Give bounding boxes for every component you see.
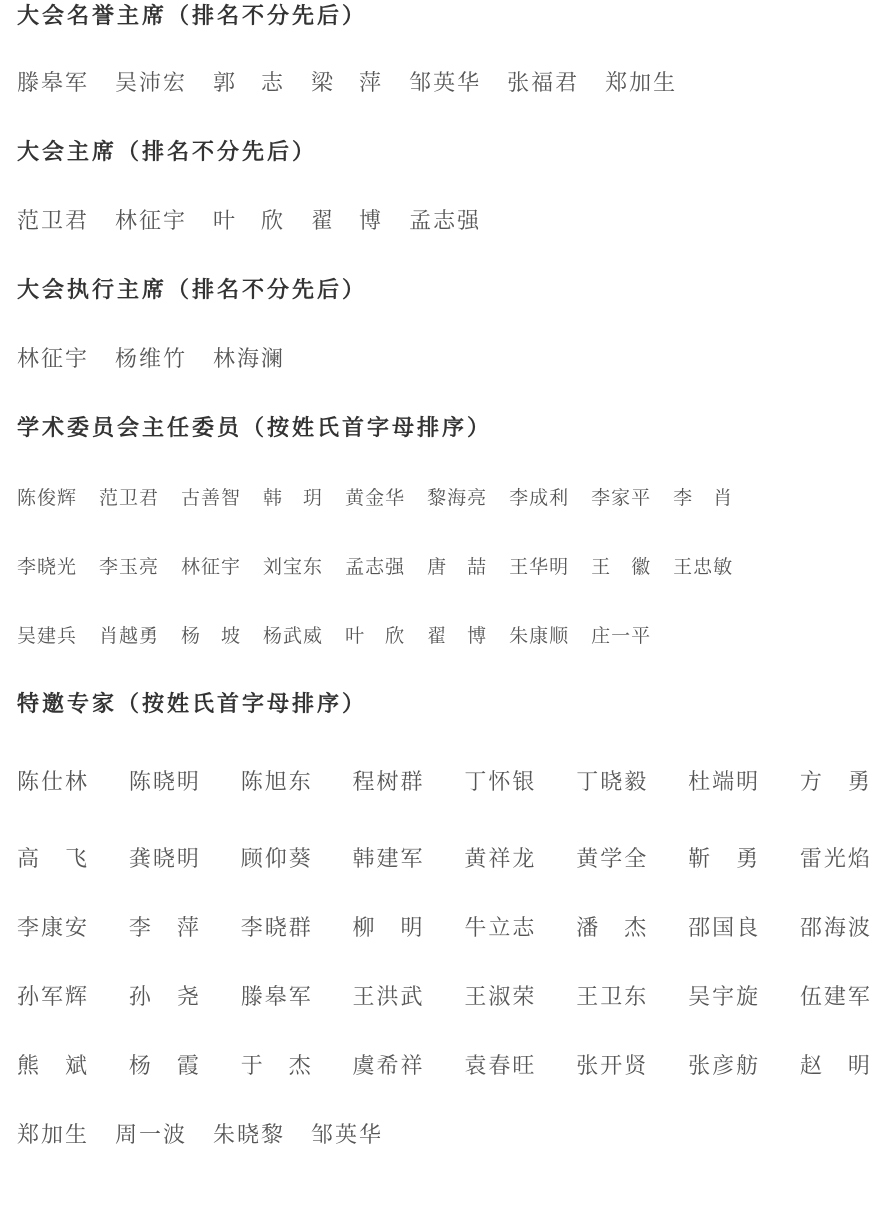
person-name: 李康安 <box>17 916 90 941</box>
person-name: 方 勇 <box>799 770 872 795</box>
person-name: 李晓光 <box>17 556 78 578</box>
person-name: 周一波 <box>115 1123 188 1148</box>
person-name: 杨 坡 <box>181 625 242 647</box>
person-name: 林征宇 <box>181 556 242 578</box>
person-name: 王卫东 <box>576 985 649 1010</box>
person-name: 李玉亮 <box>99 556 160 578</box>
person-name: 郑加生 <box>17 1123 90 1148</box>
person-name: 肖越勇 <box>99 625 160 647</box>
person-name: 于 杰 <box>240 1054 313 1079</box>
person-name: 柳 明 <box>352 916 425 941</box>
name-row <box>17 845 872 875</box>
name-row <box>17 345 311 375</box>
person-name: 孙 尧 <box>128 985 201 1010</box>
person-name: 李家平 <box>591 487 652 509</box>
person-name: 杨维竹 <box>115 347 188 372</box>
person-name: 熊 斌 <box>17 1054 90 1079</box>
person-name: 林海澜 <box>213 347 286 372</box>
person-name: 林征宇 <box>17 347 90 372</box>
person-name: 王洪武 <box>352 985 425 1010</box>
person-name: 雷光焰 <box>799 847 872 872</box>
name-row <box>17 1052 872 1082</box>
person-name: 唐 喆 <box>427 556 488 578</box>
person-name: 黄金华 <box>345 487 406 509</box>
person-name: 伍建军 <box>799 985 872 1010</box>
person-name: 高 飞 <box>17 847 90 872</box>
person-name: 丁晓毅 <box>576 770 649 795</box>
person-name: 叶 欣 <box>345 625 406 647</box>
person-name: 陈晓明 <box>128 770 201 795</box>
person-name: 王华明 <box>509 556 570 578</box>
person-name: 龚晓明 <box>128 847 201 872</box>
name-row <box>17 484 755 512</box>
section-title-chairs: 大会主席（排名不分先后） <box>17 140 318 165</box>
person-name: 靳 勇 <box>688 847 761 872</box>
person-name: 丁怀银 <box>464 770 537 795</box>
name-row <box>17 983 872 1013</box>
name-row <box>17 207 507 237</box>
person-name: 范卫君 <box>17 209 90 234</box>
person-name: 陈俊辉 <box>17 487 78 509</box>
person-name: 翟 博 <box>311 209 384 234</box>
person-name: 邵海波 <box>799 916 872 941</box>
person-name: 程树群 <box>352 770 425 795</box>
person-name: 郭 志 <box>213 71 286 96</box>
section-title-academic-committee: 学术委员会主任委员（按姓氏首字母排序） <box>17 416 493 441</box>
person-name: 王忠敏 <box>673 556 734 578</box>
person-name: 邹英华 <box>311 1123 384 1148</box>
name-row <box>17 1121 409 1151</box>
person-name: 袁春旺 <box>464 1054 537 1079</box>
person-name: 黄祥龙 <box>464 847 537 872</box>
person-name: 朱康顺 <box>509 625 570 647</box>
person-name: 孙军辉 <box>17 985 90 1010</box>
person-name: 王 徽 <box>591 556 652 578</box>
person-name: 牛立志 <box>464 916 537 941</box>
person-name: 李 肖 <box>673 487 734 509</box>
person-name: 虞希祥 <box>352 1054 425 1079</box>
section-title-invited-experts: 特邀专家（按姓氏首字母排序） <box>17 692 368 717</box>
person-name: 顾仰葵 <box>240 847 313 872</box>
person-name: 李晓群 <box>240 916 313 941</box>
section-title-honorary-chairs: 大会名誉主席（排名不分先后） <box>17 4 368 29</box>
person-name: 滕皋军 <box>17 71 90 96</box>
person-name: 杜端明 <box>688 770 761 795</box>
person-name: 韩建军 <box>352 847 425 872</box>
name-row <box>17 622 673 650</box>
person-name: 朱晓黎 <box>213 1123 286 1148</box>
person-name: 庄一平 <box>591 625 652 647</box>
person-name: 黎海亮 <box>427 487 488 509</box>
person-name: 范卫君 <box>99 487 160 509</box>
person-name: 陈旭东 <box>240 770 313 795</box>
person-name: 李 萍 <box>128 916 201 941</box>
person-name: 孟志强 <box>345 556 406 578</box>
person-name: 李成利 <box>509 487 570 509</box>
person-name: 陈仕林 <box>17 770 90 795</box>
person-name: 张福君 <box>507 71 580 96</box>
person-name: 韩 玥 <box>263 487 324 509</box>
person-name: 滕皋军 <box>240 985 313 1010</box>
person-name: 刘宝东 <box>263 556 324 578</box>
person-name: 吴宇旋 <box>688 985 761 1010</box>
name-row <box>17 553 755 581</box>
person-name: 孟志强 <box>409 209 482 234</box>
person-name: 王淑荣 <box>464 985 537 1010</box>
person-name: 吴建兵 <box>17 625 78 647</box>
person-name: 杨武威 <box>263 625 324 647</box>
person-name: 张开贤 <box>576 1054 649 1079</box>
person-name: 叶 欣 <box>213 209 286 234</box>
name-row <box>17 69 703 99</box>
person-name: 郑加生 <box>605 71 678 96</box>
person-name: 黄学全 <box>576 847 649 872</box>
person-name: 邵国良 <box>688 916 761 941</box>
person-name: 赵 明 <box>799 1054 872 1079</box>
person-name: 杨 霞 <box>128 1054 201 1079</box>
name-row <box>17 768 872 798</box>
person-name: 梁 萍 <box>311 71 384 96</box>
person-name: 张彦舫 <box>688 1054 761 1079</box>
person-name: 吴沛宏 <box>115 71 188 96</box>
person-name: 古善智 <box>181 487 242 509</box>
person-name: 邹英华 <box>409 71 482 96</box>
name-row <box>17 914 872 944</box>
section-title-executive-chairs: 大会执行主席（排名不分先后） <box>17 278 368 303</box>
person-name: 翟 博 <box>427 625 488 647</box>
person-name: 潘 杰 <box>576 916 649 941</box>
person-name: 林征宇 <box>115 209 188 234</box>
